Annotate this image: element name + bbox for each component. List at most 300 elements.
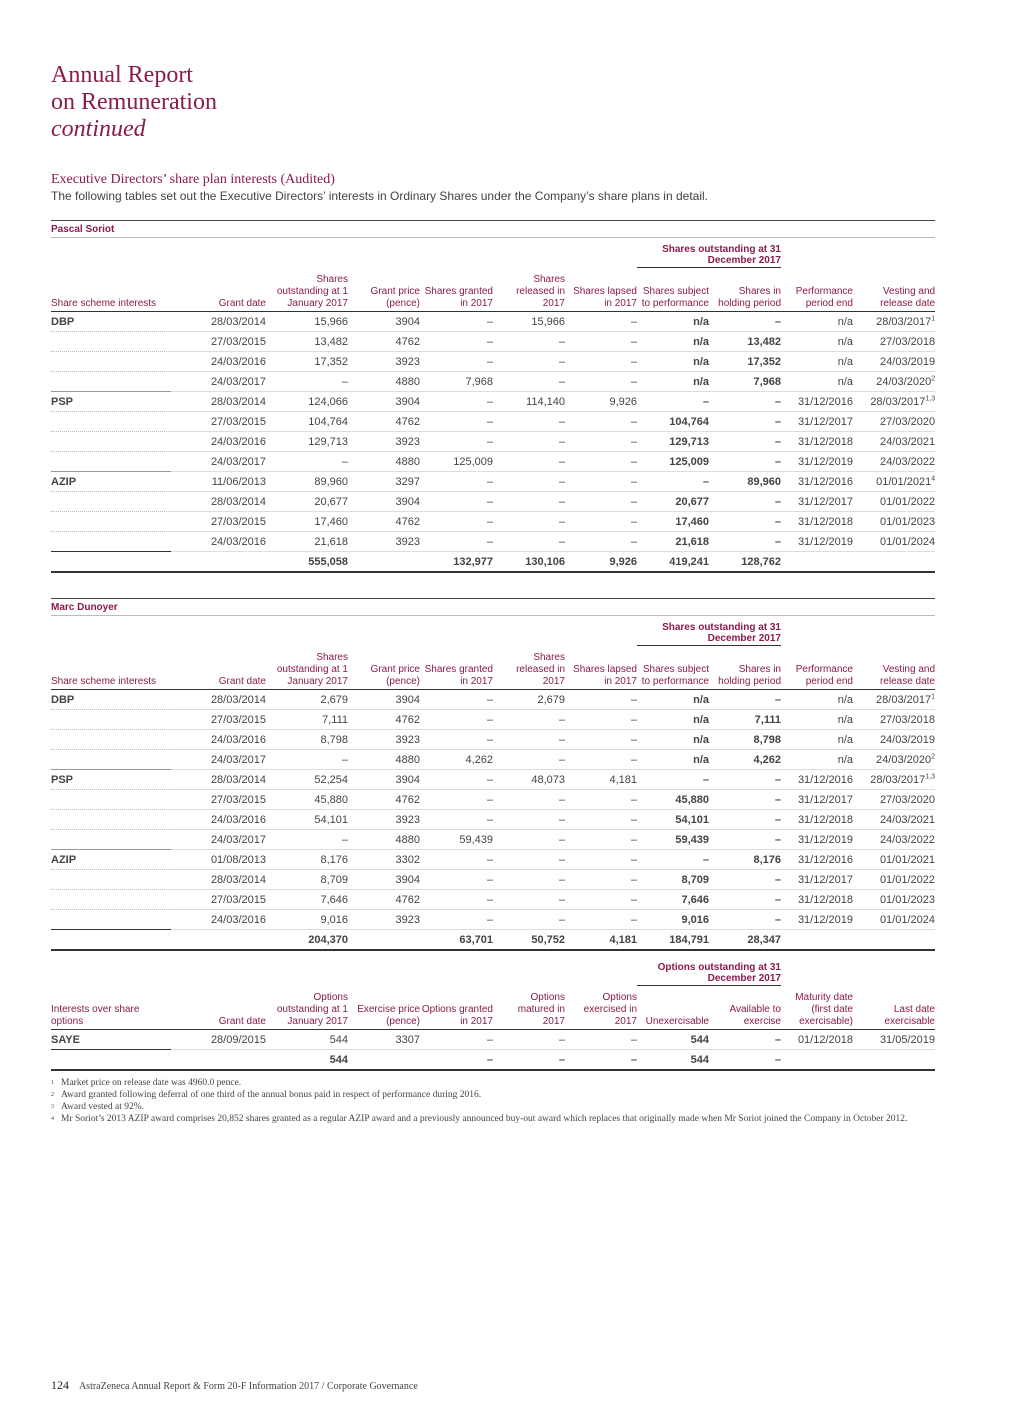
cell-value: – (774, 455, 781, 468)
total-cell: – (420, 1050, 493, 1071)
cell-value: n/a (837, 693, 853, 706)
cell-value: 17,352 (747, 355, 781, 368)
cell-value: – (558, 1033, 565, 1046)
cell-value: – (630, 315, 637, 328)
cell-value: 24/03/2017 (210, 375, 266, 388)
table-cell (781, 392, 853, 412)
column-header: Shares outstanding at 1 January 2017 (266, 268, 348, 312)
table-cell (781, 790, 853, 810)
table-cell (853, 1030, 935, 1050)
table-cell (637, 770, 709, 790)
cell-value: 24/03/2019 (879, 733, 935, 746)
table-cell (266, 392, 348, 412)
table-cell (709, 372, 781, 392)
table-cell (709, 830, 781, 850)
total-cell: 544 (266, 1050, 348, 1071)
cell-value: – (630, 335, 637, 348)
table-cell (493, 690, 565, 710)
cell-value: – (774, 535, 781, 548)
table-cell (51, 312, 171, 332)
total-cell (781, 552, 853, 573)
column-header: Shares granted in 2017 (420, 646, 493, 690)
cell-value: – (774, 415, 781, 428)
table-cell (853, 352, 935, 372)
cell-value: n/a (693, 315, 709, 328)
spacer-cell (51, 616, 637, 646)
spacer-cell (51, 956, 637, 986)
total-cell (171, 1050, 266, 1071)
total-cell: 419,241 (637, 552, 709, 573)
soriot-share-table (51, 220, 935, 573)
table-cell (51, 770, 171, 790)
table-cell (565, 432, 637, 452)
table-cell (348, 870, 420, 890)
cell-value: – (486, 913, 493, 926)
table-cell (348, 810, 420, 830)
cell-value: – (630, 893, 637, 906)
table-cell (853, 730, 935, 750)
column-header: Share scheme interests (51, 646, 171, 690)
table-cell (709, 730, 781, 750)
table-cell (565, 770, 637, 790)
table-cell (420, 890, 493, 910)
cell-value: 31/12/2017 (797, 793, 853, 806)
table-cell (266, 332, 348, 352)
table-cell (348, 730, 420, 750)
table-cell (266, 830, 348, 850)
group-header-row (51, 616, 935, 646)
table-cell (781, 770, 853, 790)
cell-value: 4762 (395, 713, 420, 726)
table-cell (493, 830, 565, 850)
table-cell (637, 432, 709, 452)
column-header: Grant date (171, 646, 266, 690)
table-cell (565, 452, 637, 472)
cell-value: AZIP (51, 475, 77, 488)
footnote (51, 1089, 931, 1101)
table-cell (266, 850, 348, 870)
cell-value: 24/03/2016 (210, 435, 266, 448)
table-cell (493, 512, 565, 532)
column-header: Shares released in 2017 (493, 646, 565, 690)
cell-value: 24/03/2016 (210, 813, 266, 826)
cell-value: – (630, 515, 637, 528)
table-row (51, 472, 935, 492)
person-name: Marc Dunoyer (51, 599, 935, 616)
table-cell (171, 492, 266, 512)
cell-value: 15,966 (314, 315, 348, 328)
person-row (51, 221, 935, 238)
table-cell (565, 910, 637, 930)
footnote-text: Award granted following deferral of one third of the annual bonus paid in respect of performance during 2016. (61, 1090, 482, 1100)
table-row (51, 690, 935, 710)
cell-value: 3904 (395, 495, 420, 508)
cell-value: 4880 (395, 375, 420, 388)
table-cell (420, 412, 493, 432)
cell-value: PSP (51, 395, 74, 408)
cell-value: – (774, 833, 781, 846)
table-cell (348, 392, 420, 412)
table-cell (51, 690, 171, 710)
footnote-ref: 1,3 (925, 772, 935, 780)
table-cell (171, 512, 266, 532)
footnote-number: 2 (51, 1092, 54, 1098)
cell-value: – (486, 515, 493, 528)
table-cell (853, 492, 935, 512)
table-cell (348, 770, 420, 790)
cell-value: – (702, 853, 709, 866)
total-cell: 4,181 (565, 930, 637, 951)
cell-value: 2,679 (320, 693, 348, 706)
cell-value: – (486, 813, 493, 826)
table-cell (781, 472, 853, 492)
cell-value: 31/12/2018 (797, 435, 853, 448)
table-cell (171, 790, 266, 810)
table-cell (348, 790, 420, 810)
table-cell (565, 690, 637, 710)
cell-value: n/a (837, 713, 853, 726)
dunoyer-table-block (51, 598, 935, 951)
table-cell (565, 870, 637, 890)
table-cell (420, 512, 493, 532)
table-cell (853, 412, 935, 432)
table-cell (637, 910, 709, 930)
cell-value: – (486, 475, 493, 488)
cell-value: – (702, 773, 709, 786)
table-cell (709, 432, 781, 452)
footnote-ref: 1,3 (925, 394, 936, 402)
cell-value: – (486, 395, 493, 408)
cell-value: 13,482 (747, 335, 781, 348)
table-cell (266, 412, 348, 432)
cell-value: 8,709 (681, 873, 709, 886)
table-cell (493, 810, 565, 830)
cell-value: 01/01/2021 (879, 853, 935, 866)
cell-value: 28/03/2014 (210, 315, 266, 328)
table-cell (565, 890, 637, 910)
cell-value: 17,460 (314, 515, 348, 528)
table-cell (709, 910, 781, 930)
footnote (51, 1101, 931, 1113)
cell-value: 4762 (395, 793, 420, 806)
table-cell (348, 352, 420, 372)
cell-value: 3904 (395, 873, 420, 886)
cell-value: 17,460 (675, 515, 709, 528)
table-cell (266, 1030, 348, 1050)
table-cell (637, 730, 709, 750)
footnote (51, 1113, 931, 1125)
column-header: Options granted in 2017 (420, 986, 493, 1030)
page-number: 124 (51, 1378, 69, 1392)
table-cell (565, 472, 637, 492)
table-cell (420, 1030, 493, 1050)
cell-value: PSP (51, 773, 74, 786)
cell-value: – (630, 355, 637, 368)
table-cell (853, 810, 935, 830)
cell-value: n/a (693, 713, 709, 726)
cell-value: 4,262 (753, 753, 781, 766)
table-cell (493, 850, 565, 870)
table-cell (781, 432, 853, 452)
cell-value: – (774, 315, 781, 328)
table-cell (709, 532, 781, 552)
cell-value: 31/12/2016 (797, 773, 853, 786)
cell-value: – (630, 693, 637, 706)
cell-value: DBP (51, 315, 75, 328)
cell-value: – (486, 793, 493, 806)
cell-value: – (558, 495, 565, 508)
table-cell (348, 1030, 420, 1050)
total-cell (853, 552, 935, 573)
table-row (51, 492, 935, 512)
table-row (51, 710, 935, 730)
cell-value: 8,176 (320, 853, 348, 866)
column-header: Maturity date (first date exercisable) (781, 986, 853, 1030)
table-cell (709, 392, 781, 412)
cell-value: 11/06/2013 (211, 475, 266, 488)
table-row (51, 532, 935, 552)
table-cell (348, 532, 420, 552)
section-header (51, 172, 935, 203)
cell-value: DBP (51, 693, 75, 706)
cell-value: – (774, 435, 781, 448)
table-cell (348, 512, 420, 532)
total-cell (781, 930, 853, 951)
cell-value: – (341, 833, 348, 846)
table-cell (266, 710, 348, 730)
table-cell (266, 790, 348, 810)
cell-value: 31/12/2019 (797, 455, 853, 468)
cell-value: – (558, 733, 565, 746)
table-cell (565, 532, 637, 552)
cell-value: – (558, 375, 565, 388)
cell-value: 21,618 (675, 535, 709, 548)
table-cell (781, 710, 853, 730)
cell-value: 9,016 (681, 913, 709, 926)
total-cell: – (493, 1050, 565, 1071)
cell-value: 4762 (395, 415, 420, 428)
footnote-ref: 4 (931, 474, 936, 482)
footnote-text: Mr Soriot’s 2013 AZIP award comprises 20,852 shares granted as a regular AZIP award and a previously announced buy-out award which replaces that originally made when Mr Soriot joined the Company in October 2012. (61, 1114, 908, 1124)
cell-value: 28/03/2017 (876, 693, 932, 706)
table-cell (853, 472, 935, 492)
table-cell (853, 830, 935, 850)
cell-value: – (630, 873, 637, 886)
table-row (51, 1030, 935, 1050)
cell-value: n/a (837, 335, 853, 348)
table-cell (493, 352, 565, 372)
table-cell (637, 690, 709, 710)
table-cell (171, 532, 266, 552)
total-cell (853, 930, 935, 951)
table-cell (637, 312, 709, 332)
total-cell: 130,106 (493, 552, 565, 573)
cell-value: 31/12/2019 (797, 833, 853, 846)
cell-value: – (486, 773, 493, 786)
cell-value: 4880 (395, 753, 420, 766)
cell-value: 3904 (395, 773, 420, 786)
table-cell (853, 870, 935, 890)
cell-value: 124,066 (308, 395, 348, 408)
cell-value: – (558, 913, 565, 926)
table-cell (420, 790, 493, 810)
table-row (51, 332, 935, 352)
table-cell (171, 472, 266, 492)
cell-value: 24/03/2020 (876, 753, 932, 766)
table-cell (637, 532, 709, 552)
table-cell (637, 1030, 709, 1050)
cell-value: SAYE (51, 1033, 80, 1046)
table-cell (565, 750, 637, 770)
table-cell (565, 372, 637, 392)
column-header: Performance period end (781, 268, 853, 312)
column-header: Options matured in 2017 (493, 986, 565, 1030)
table-cell (565, 412, 637, 432)
cell-value: 89,960 (747, 475, 781, 488)
table-cell (637, 472, 709, 492)
cell-value: 89,960 (314, 475, 348, 488)
table-cell (853, 312, 935, 332)
total-cell (171, 930, 266, 951)
table-cell (51, 532, 171, 552)
cell-value: n/a (693, 753, 709, 766)
cell-value: – (774, 495, 781, 508)
cell-value: – (558, 435, 565, 448)
table-row (51, 750, 935, 770)
cell-value: 01/12/2018 (797, 1033, 853, 1046)
table-row (51, 372, 935, 392)
table-cell (637, 750, 709, 770)
table-cell (171, 1030, 266, 1050)
cell-value: n/a (693, 733, 709, 746)
table-cell (709, 870, 781, 890)
cell-value: n/a (693, 693, 709, 706)
table-cell (420, 352, 493, 372)
table-cell (420, 830, 493, 850)
table-cell (853, 392, 935, 412)
cell-value: 4762 (395, 335, 420, 348)
table-cell (565, 512, 637, 532)
table-cell (493, 790, 565, 810)
table-cell (51, 512, 171, 532)
cell-value: n/a (837, 355, 853, 368)
cell-value: – (486, 335, 493, 348)
cell-value: 28/03/2014 (210, 873, 266, 886)
total-cell: 204,370 (266, 930, 348, 951)
table-cell (853, 710, 935, 730)
table-row (51, 452, 935, 472)
cell-value: – (486, 415, 493, 428)
table-cell (171, 870, 266, 890)
cell-value: 27/03/2020 (879, 793, 935, 806)
cell-value: – (774, 873, 781, 886)
table-cell (637, 870, 709, 890)
cell-value: 24/03/2021 (880, 435, 936, 448)
table-cell (493, 472, 565, 492)
person-row (51, 599, 935, 616)
table-cell (171, 352, 266, 372)
cell-value: 24/03/2022 (880, 455, 936, 468)
table-cell (853, 790, 935, 810)
table-cell (637, 452, 709, 472)
total-cell (348, 1050, 420, 1071)
cell-value: – (486, 733, 493, 746)
cell-value: – (702, 395, 709, 408)
table-cell (266, 452, 348, 472)
table-cell (493, 412, 565, 432)
table-cell (565, 392, 637, 412)
table-cell (420, 452, 493, 472)
table-cell (420, 312, 493, 332)
cell-value: 3904 (395, 315, 420, 328)
table-cell (51, 332, 171, 352)
table-cell (51, 790, 171, 810)
table-cell (348, 412, 420, 432)
cell-value: 4,262 (465, 753, 493, 766)
table-cell (781, 890, 853, 910)
cell-value: – (558, 475, 565, 488)
cell-value: – (774, 773, 781, 786)
title-line-2: on Remuneration (51, 89, 217, 115)
table-cell (493, 910, 565, 930)
spacer-cell (781, 238, 935, 268)
column-header: Shares subject to performance (637, 268, 709, 312)
table-cell (266, 312, 348, 332)
table-cell (781, 412, 853, 432)
table-cell (51, 392, 171, 412)
cell-value: 544 (690, 1033, 709, 1046)
cell-value: 3307 (395, 1033, 420, 1046)
spacer-cell (781, 956, 935, 986)
footnotes (51, 1077, 931, 1125)
cell-value: 24/03/2016 (210, 733, 266, 746)
cell-value: 7,646 (320, 893, 348, 906)
table-cell (266, 750, 348, 770)
table-cell (709, 512, 781, 532)
table-cell (853, 332, 935, 352)
cell-value: 24/03/2022 (879, 833, 935, 846)
table-cell (565, 492, 637, 512)
cell-value: – (630, 733, 637, 746)
cell-value: 01/01/2024 (880, 535, 936, 548)
cell-value: n/a (693, 375, 709, 388)
table-cell (709, 850, 781, 870)
total-cell: 63,701 (420, 930, 493, 951)
table-cell (781, 332, 853, 352)
table-cell (266, 472, 348, 492)
table-cell (348, 830, 420, 850)
cell-value: – (486, 853, 493, 866)
cell-value: n/a (693, 335, 709, 348)
cell-value: 31/05/2019 (879, 1033, 935, 1046)
cell-value: 31/12/2019 (797, 913, 853, 926)
table-cell (171, 312, 266, 332)
cell-value: 31/12/2016 (797, 475, 853, 488)
table-cell (51, 352, 171, 372)
table-row (51, 830, 935, 850)
column-header: Exercise price (pence) (348, 986, 420, 1030)
table-cell (853, 750, 935, 770)
table-cell (171, 452, 266, 472)
cell-value: 3923 (395, 355, 420, 368)
cell-value: 01/01/2022 (879, 873, 935, 886)
total-cell: 544 (637, 1050, 709, 1071)
table-cell (420, 870, 493, 890)
soriot-table-block (51, 220, 935, 573)
table-cell (348, 492, 420, 512)
table-cell (420, 392, 493, 412)
cell-value: 104,764 (308, 415, 348, 428)
